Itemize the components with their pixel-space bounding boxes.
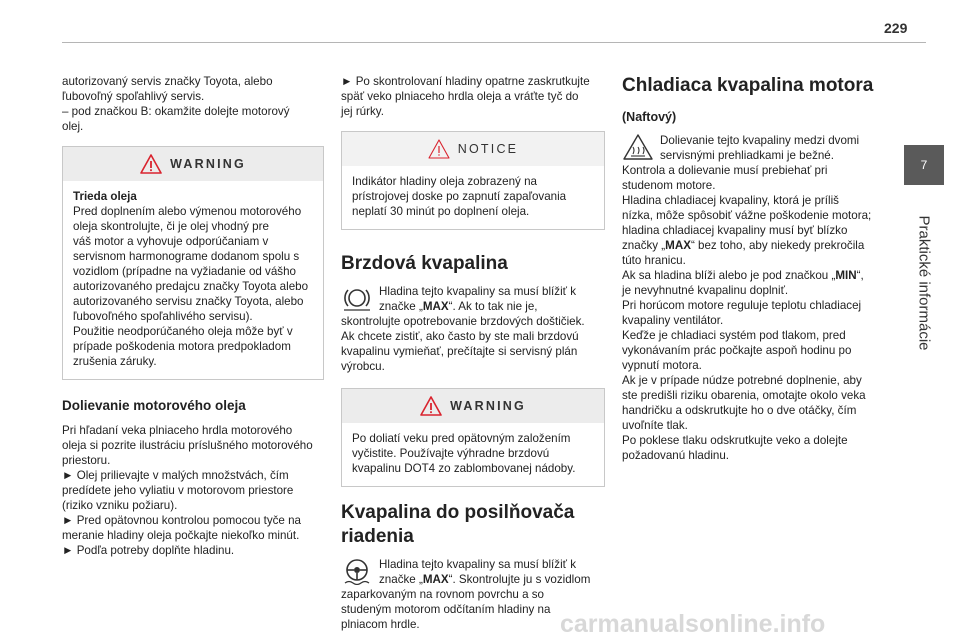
page-number: 229	[884, 20, 908, 36]
hot-surface-warning-icon	[622, 133, 654, 161]
brake-body: skontrolujte opotrebovanie brzdových doštičiek. Ak chcete zistiť, ako často by ste mali brzdovú kvapalinu vymieňať, prečítajte si servisný plán výrobcu.	[341, 315, 585, 373]
warning-text: Pred doplnením alebo výmenou motorového oleja skontrolujte, či je olej vhodný pre váš motor a vyhovuje odporúčaniam v servisnom harmonograme dodanom spolu s vozidlom (prípadne na vyžiadanie od vášho autorizovaného predajcu značky Toyota alebo autorizovaného servisu značky Toyota, alebo ľubovoľného spoľahlivého servisu). Použitie neodporúčaného oleja môže byť v prípade poškodenia motora predpokladom zrušenia záruky.	[73, 205, 309, 368]
intro-text: ► Po skontrolovaní hladiny opatrne zaskrutkujte späť veko plniaceho hrdla oleja a vráťte tyč do jej rúrky.	[341, 75, 590, 118]
column-1	[62, 74, 324, 558]
section-heading: Dolievanie motorového oleja	[62, 398, 246, 413]
notice-box	[341, 131, 605, 230]
warning-header	[63, 147, 323, 181]
brake-fluid-paragraph	[341, 284, 605, 374]
warning-box	[341, 388, 605, 487]
warning-title: WARNING	[170, 156, 246, 171]
notice-text: Indikátor hladiny oleja zobrazený na prístrojovej doske po zapnutí zapaľovania neplatí 30 minút po doplnení oleja.	[352, 175, 567, 218]
notice-triangle-icon	[428, 139, 450, 159]
coolant-note	[622, 133, 884, 163]
warning-triangle-icon	[140, 154, 162, 174]
steering-line-1: Hladina tejto kvapaliny sa musí blížiť k	[379, 558, 577, 571]
header-divider	[62, 42, 926, 43]
brake-fluid-heading: Brzdová kvapalina	[341, 253, 508, 274]
warning-text: Po doliatí veku pred opätovným založením vyčistite. Používajte výhradne brzdovú kvapalinu DOT4 zo zablombovanej nádoby.	[352, 432, 576, 475]
notice-header	[342, 132, 604, 166]
steering-fluid-icon	[341, 557, 373, 585]
coolant-subheading: (Naftový)	[622, 110, 677, 124]
intro-text: autorizovaný servis značky Toyota, alebo ľubovoľný spoľahlivý servis. – pod značkou B: okamžite dolejte motorový olej.	[62, 75, 290, 133]
power-steering-heading: Kvapalina do posilňovača riadenia	[341, 502, 575, 547]
steering-body: zaparkovaným na rovnom povrchu a so studeným motorom odčítaním hladiny na plniacom hrdle.	[341, 588, 551, 631]
brake-fluid-icon	[341, 284, 373, 312]
section-body: Pri hľadaní veka plniaceho hrdla motorového oleja si pozrite ilustráciu príslušného motorového priestoru. ► Olej prilievajte v malých množstvách, čím predídete jeho vyliatiu v motorovom priestore (riziko vzniku požiaru). ► Pred opätovnou kontrolou pomocou tyče na meranie hladiny oleja počkajte niekoľko minút. ► Podľa potreby doplňte hladinu.	[62, 424, 313, 557]
notice-title: NOTICE	[457, 141, 519, 156]
chapter-tab[interactable]: 7	[904, 145, 944, 185]
brake-line-1: Hladina tejto kvapaliny sa musí blížiť k	[379, 285, 577, 298]
steering-line-2: značke „MAX“. Skontrolujte ju s vozidlom	[379, 573, 591, 586]
watermark: carmanualsonline.info	[560, 610, 826, 638]
warning-triangle-icon	[420, 396, 442, 416]
column-2	[341, 74, 605, 632]
brake-line-2: značke „MAX“. Ak to tak nie je,	[379, 300, 538, 313]
coolant-icon-text: Dolievanie tejto kvapaliny medzi dvomi servisnými prehliadkami je bežné.	[660, 134, 860, 162]
warning-lead: Trieda oleja	[73, 190, 137, 203]
chapter-label: Praktické informácie	[915, 215, 933, 351]
warning-box	[62, 146, 324, 380]
coolant-body: Kontrola a dolievanie musí prebiehať pri studenom motore. Hladina chladiacej kvapaliny, ktorá je príliš nízka, môže spôsobiť vážne poškodenie motora; hladina chladiacej kvapaliny musí byť blízko značky „MAX“ bez toho, aby niekedy prekročila túto hranicu. Ak sa hladina blíži alebo je pod značkou „MIN“, je nevyhnutné kvapalinu doplniť. Pri horúcom motore reguluje teplotu chladiacej kvapaliny ventilátor. Keďže je chladiaci systém pod tlakom, pred vykonávaním prác počkajte aspoň hodinu po vypnutí motora. Ak je v prípade núdze potrebné doplnenie, aby ste predišli riziku obarenia, omotajte okolo veka handričku a odskrutkujte ho o dve otáčky, čím uvoľníte tlak. Po poklese tlaku odskrutkujte veko a dolejte požadovanú hladinu.	[622, 164, 872, 462]
warning-title: WARNING	[450, 398, 526, 413]
column-3	[622, 74, 884, 463]
warning-header	[342, 389, 604, 423]
coolant-heading: Chladiaca kvapalina motora	[622, 75, 874, 96]
